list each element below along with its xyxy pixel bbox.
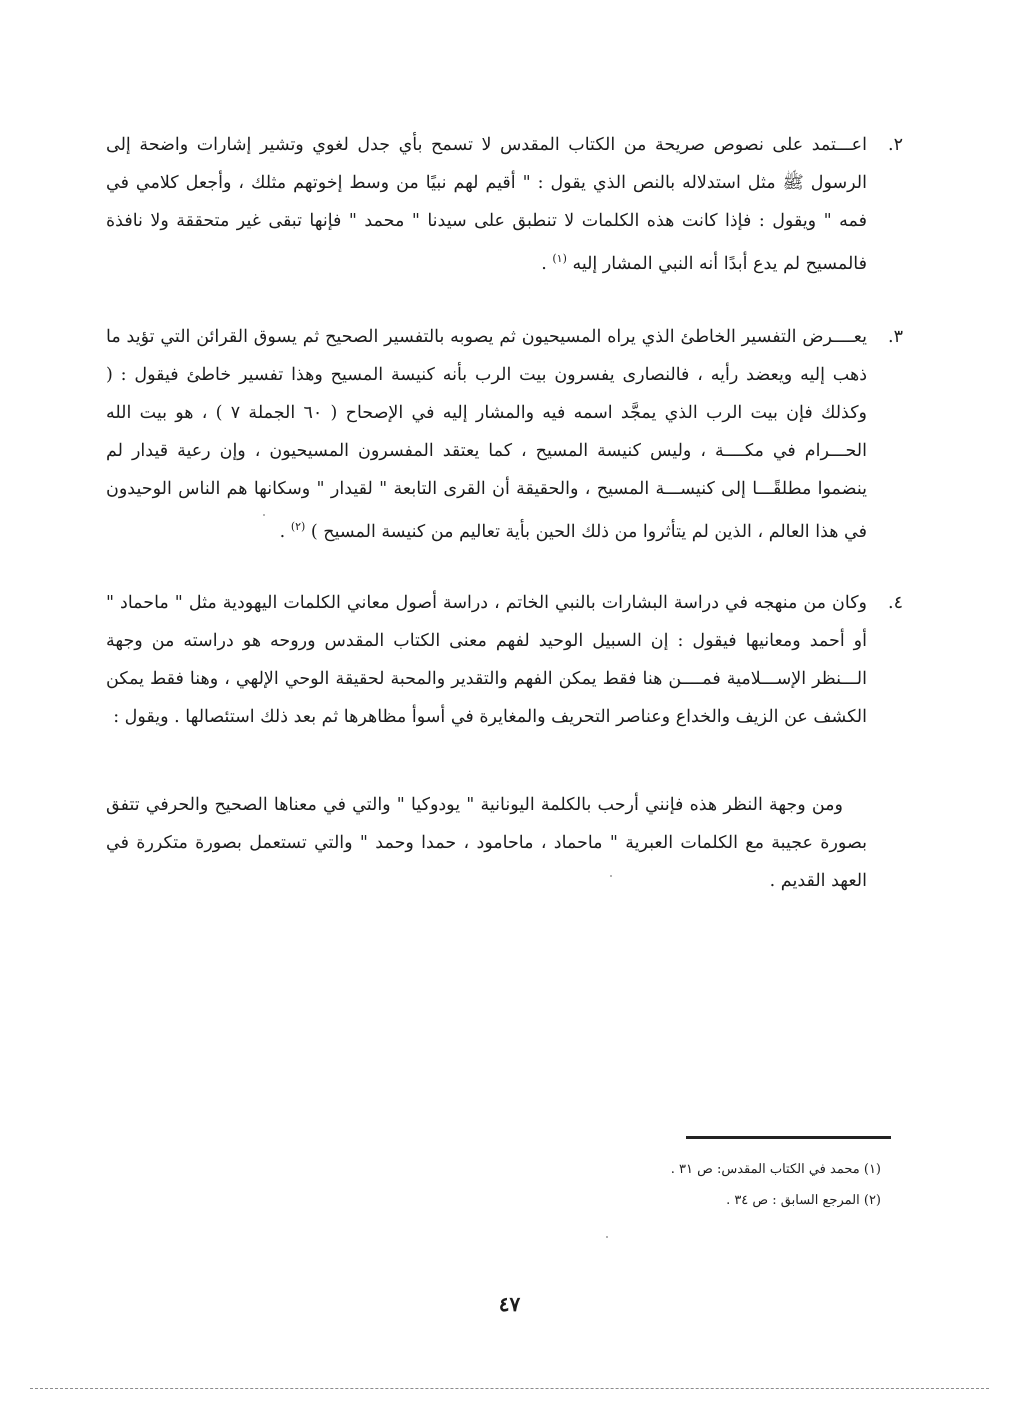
quote-paragraph: [106, 786, 867, 900]
footnote-2: (٢) المرجع السابق : ص ٣٤ .: [726, 1193, 881, 1208]
item-number: ٣.: [888, 327, 903, 347]
item-number: ٤.: [888, 593, 903, 613]
paragraph-end: .: [541, 253, 547, 274]
footnote-1: (١) محمد في الكتاب المقدس: ص ٣١ .: [670, 1162, 881, 1177]
paragraph-end: .: [279, 521, 286, 542]
quote-text: ومن وجهة النظر هذه فإنني أرحب بالكلمة اليونانية " يودوكيا " والتي في معناها الصحيح والحرفي تتفق بصورة عجيبة مع الكلمات العبرية " ماحماد ، ماحامود ، حمدا وحمد " والتي تستعمل بصورة متكررة في العهد القديم .: [106, 795, 867, 891]
footnote-separator: [686, 1136, 891, 1139]
paragraph-4: [106, 584, 903, 736]
paragraph-text: اعـــتمد على نصوص صريحة من الكتاب المقدس لا تسمح بأي جدل لغوي وتشير إشارات واضحة إلى الرسول ﷺ مثل استدلاله بالنص الذي يقول : " أقيم لهم نبيًا من وسط إخوتهم مثلك ، وأجعل كلامي في فمه " ويقول : فإذا كانت هذه الكلمات لا تنطبق على سيدنا " محمد " فإنها تبقى غير متحققة ولا نافذة فالمسيح لم يدع أبدًا أنه النبي المشار إليه: [106, 135, 867, 274]
footnote-reference: (١): [552, 252, 567, 265]
scan-speck: [263, 514, 265, 516]
paragraph-3: [106, 318, 903, 551]
footnote-reference: (٢): [290, 520, 306, 533]
scan-speck: [610, 875, 612, 877]
paragraph-2: [106, 126, 903, 283]
paragraph-text: يعــــرض التفسير الخاطئ الذي يراه المسيحيون ثم يصوبه بالتفسير الصحيح ثم يسوق القرائن التي تؤيد ما ذهب إليه ويعضد رأيه ، فالنصارى يفسرون بيت الرب بأنه كنيسة المسيح وهذا تفسير خاطئ فيقول : ( وكذلك فإن بيت الرب الذي يمجَّد اسمه فيه والمشار إليه في الإصحاح ( ٦٠ الجملة ٧ ) ، هو بيت الله الحـــرام في مكــــة ، وليس كنيسة المسيح ، كما يعتقد المفسرون المسيحيون ، وإن رعية قيدار لم ينضموا مطلقًـــا إلى كنيســـة المسيح ، والحقيقة أن القرى التابعة " لقيدار " وسكانها هم الناس الوحيدون في هذا العالم ، الذين لم يتأثروا من ذلك الحين بأية تعاليم من كنيسة المسيح ): [106, 327, 867, 542]
scan-speck: [606, 1236, 608, 1238]
page-number: ٤٧: [498, 1292, 521, 1316]
paragraph-text: وكان من منهجه في دراسة البشارات بالنبي الخاتم ، دراسة أصول معاني الكلمات اليهودية مثل " ماحماد " أو أحمد ومعانيها فيقول : إن السبيل الوحيد لفهم معنى الكتاب المقدس وروحه هو دراسته من وجهة الـــنظر الإســـلامية فمــــن هنا فقط يمكن الفهم والتقدير والمحبة لحقيقة الوحي الإلهي ، وهنا فقط يمكن الكشف عن الزيف والخداع وعناصر التحريف والمغايرة في أسوأ مظاهرها ثم بعد ذلك استئصالها . ويقول :: [106, 593, 867, 727]
scan-edge-line: [30, 1388, 989, 1389]
item-number: ٢.: [888, 135, 903, 155]
